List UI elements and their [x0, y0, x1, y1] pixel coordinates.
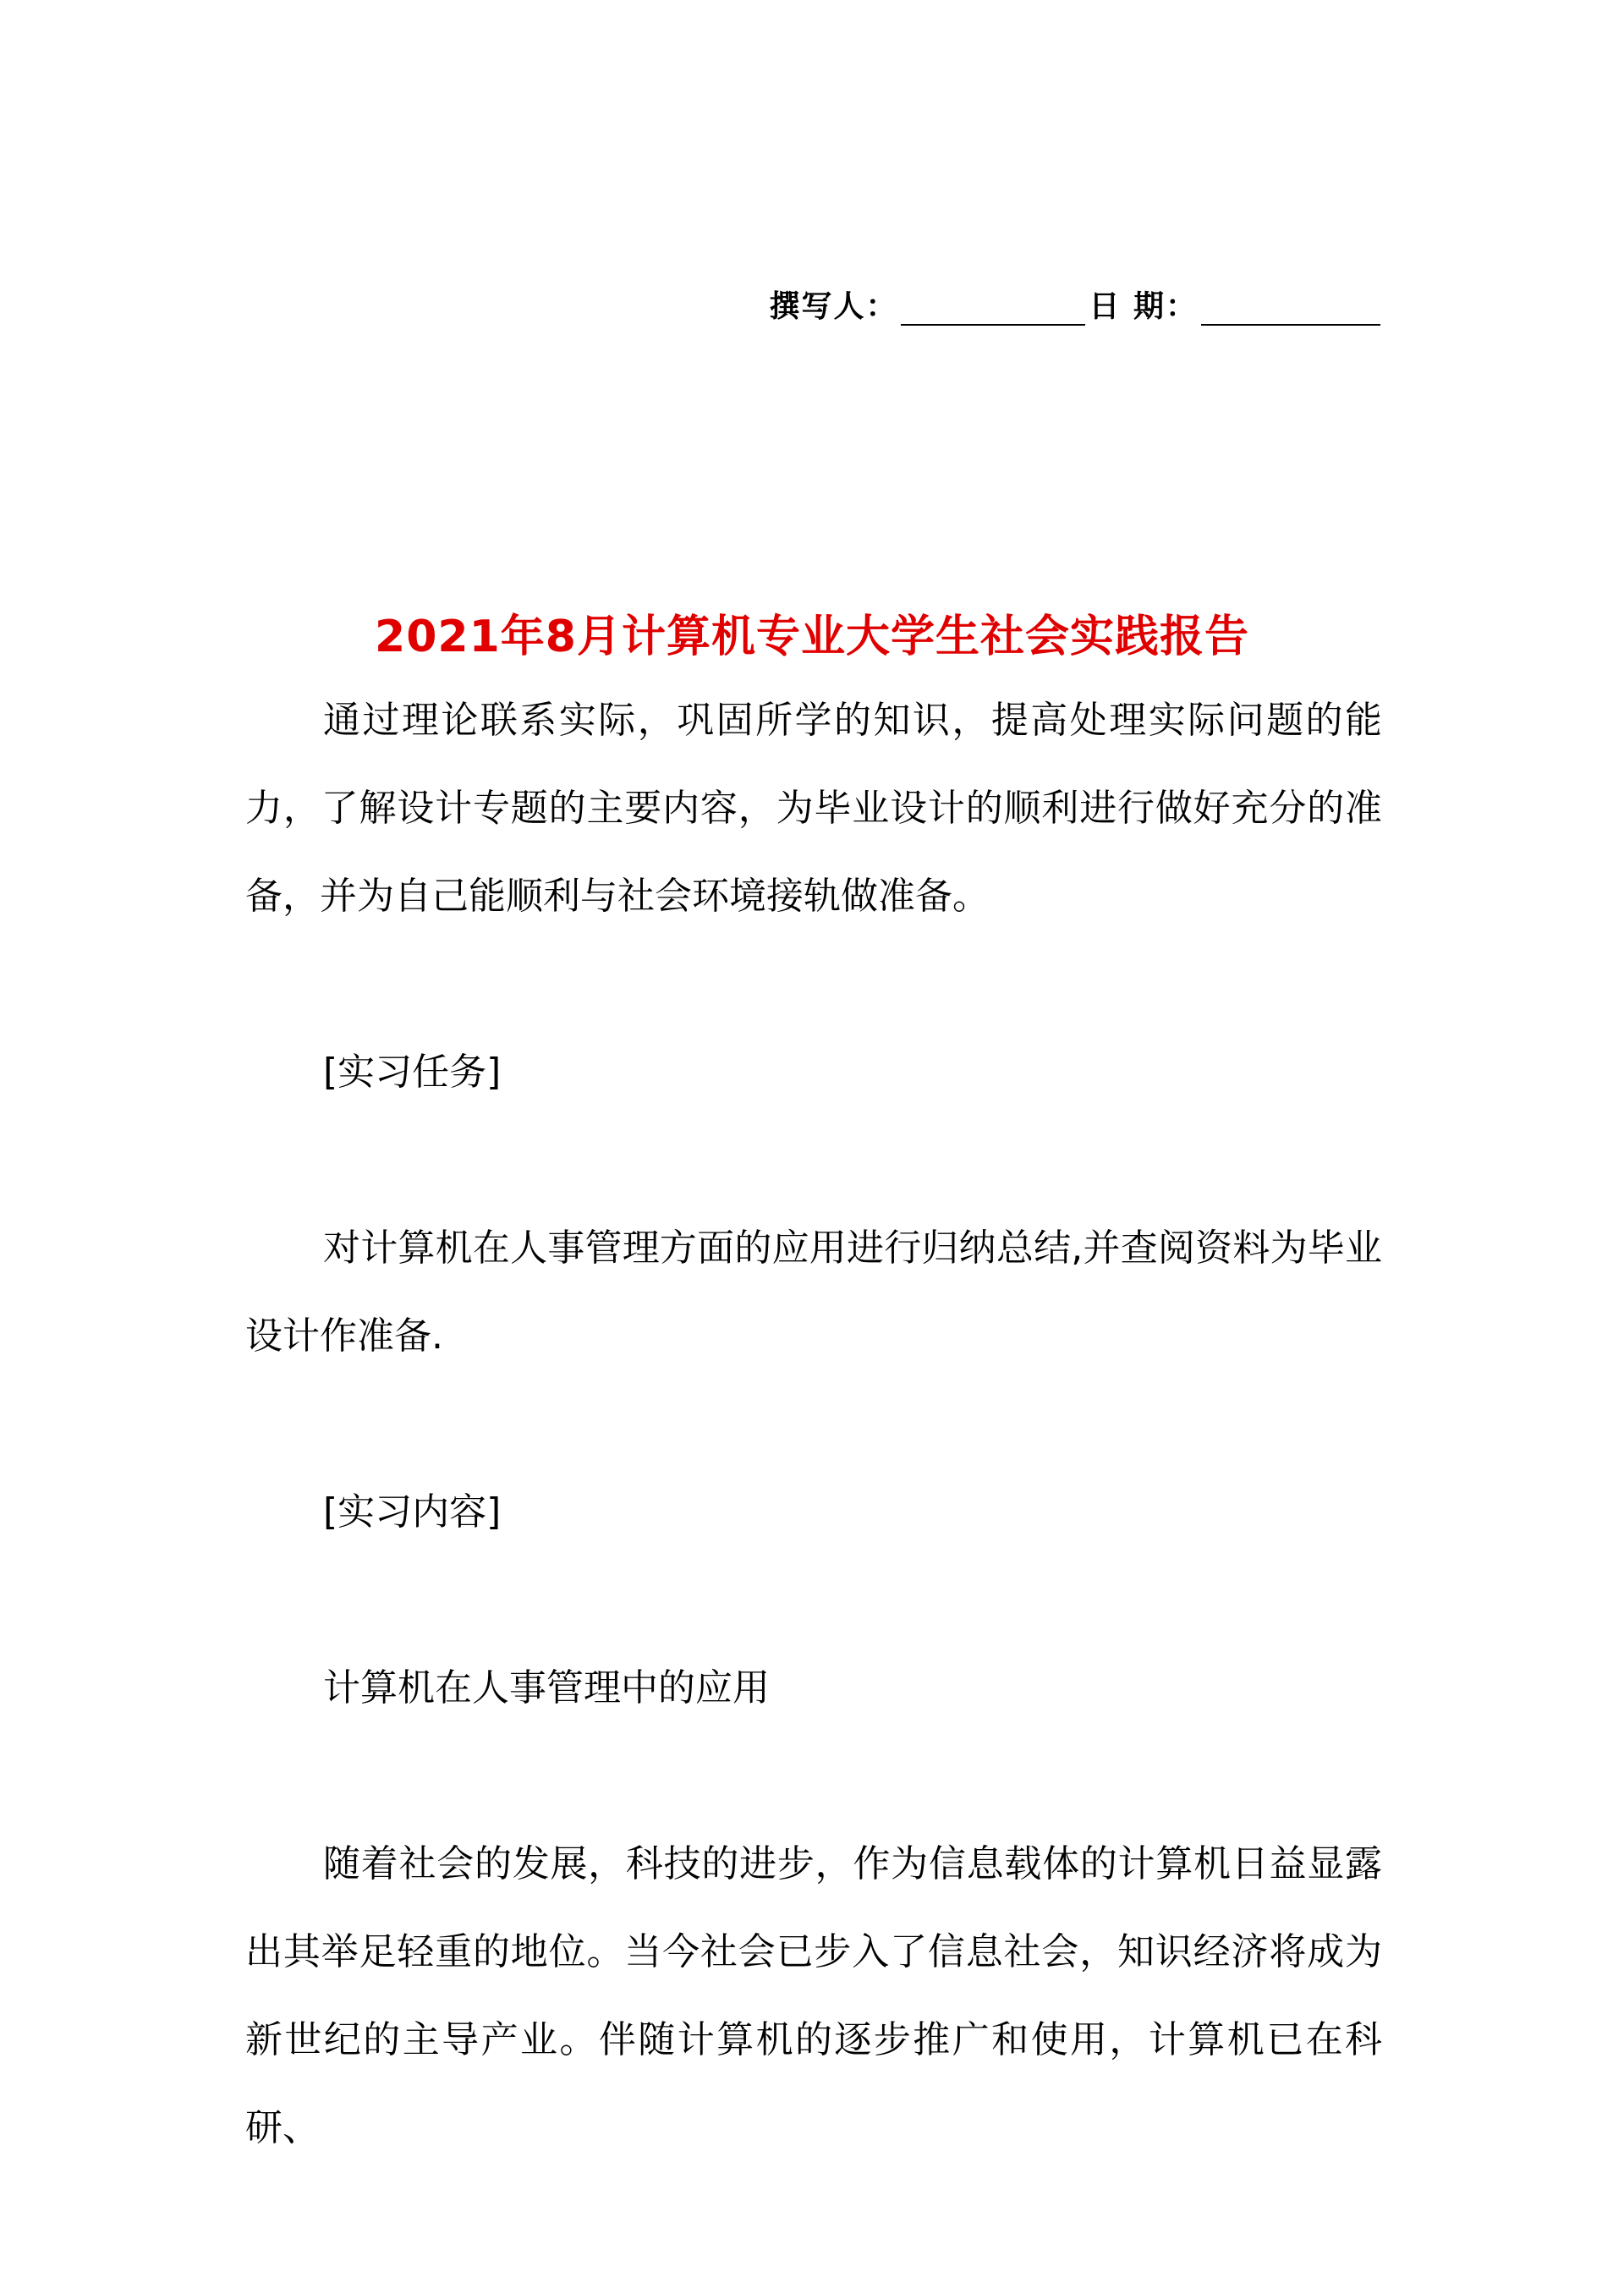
date-label: 日 期：: [1089, 289, 1198, 324]
spacer: [245, 1117, 1382, 1205]
date-blank: [1201, 294, 1380, 326]
section-heading-content: [实习内容]: [323, 1490, 502, 1534]
paragraph-task: 对计算机在人事管理方面的应用进行归纳总结,并查阅资料为毕业设计作准备.: [245, 1227, 1382, 1358]
author-date-line: [769, 283, 1384, 326]
section-heading-task: [实习任务]: [323, 1051, 502, 1094]
author-label: 撰写人：: [769, 289, 898, 324]
paragraph-intro: 通过理论联系实际，巩固所学的知识，提高处理实际问题的能力，了解设计专题的主要内容，为毕业设计的顺利进行做好充分的准备，并为自己能顺利与社会环境接轨做准备。: [245, 699, 1382, 918]
document-body: [245, 677, 1382, 2172]
document-title: 2021年8月计算机专业大学生社会实践报告: [375, 612, 1249, 662]
paragraph-body: 随着社会的发展，科技的进步，作为信息载体的计算机日益显露出其举足轻重的地位。当今社会已步入了信息社会，知识经济将成为新世纪的主导产业。伴随计算机的逐步推广和使用，计算机已在科研、: [245, 1842, 1382, 2149]
author-blank: [901, 294, 1085, 326]
spacer: [245, 1380, 1382, 1468]
spacer: [245, 1732, 1382, 1820]
subheading-application: 计算机在人事管理中的应用: [323, 1666, 770, 1710]
spacer: [245, 941, 1382, 1029]
spacer: [245, 1556, 1382, 1644]
